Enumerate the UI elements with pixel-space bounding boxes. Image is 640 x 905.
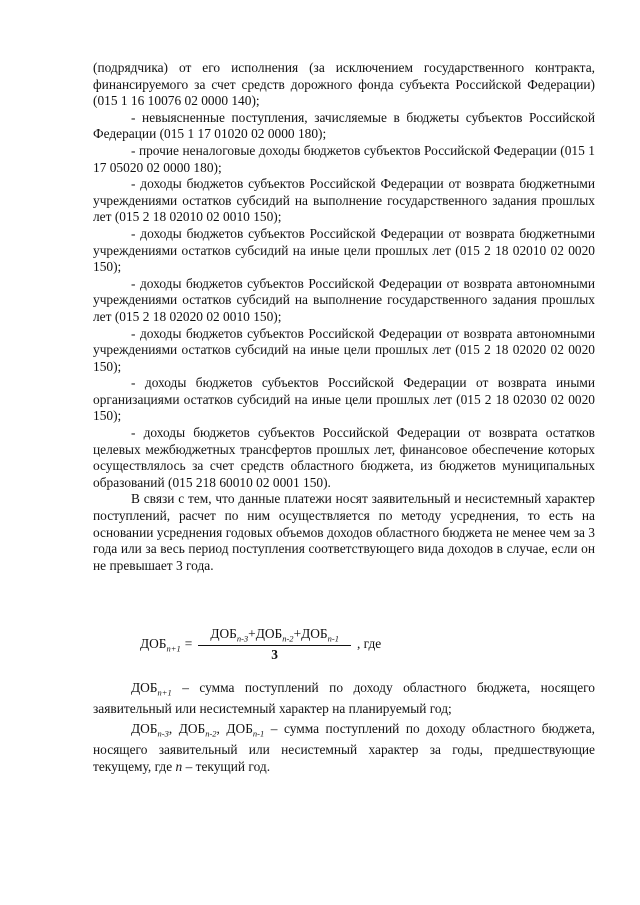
definition-symbol: , ДОБ <box>216 720 253 736</box>
list-item: - доходы бюджетов субъектов Российской Федерации от возврата остатков целевых межбюджетных трансфертов прошлых лет, финансовое обеспечение которых осуществлялось за счет средств областного бюджета, из бюджетов муниципальных образований (015 218 60010 02 0001 150). <box>93 425 595 490</box>
definition-text: – сумма поступлений по доходу областного бюджета, носящего заявительный или несистемный характер на планируемый год; <box>93 680 595 717</box>
paragraph: В связи с тем, что данные платежи носят заявительный и несистемный характер поступлений, расчет по ним осуществляется по методу усреднения, то есть на основании усреднения годовых объемов доходов областного бюджета не менее чем за 3 года или за весь период поступления соответствующего вида доходов в случае, если он не превышает 3 года. <box>93 491 595 573</box>
definition-symbol-subscript: n-3 <box>157 728 169 739</box>
formula-plus: + <box>248 626 256 641</box>
definition-symbol: , ДОБ <box>168 720 206 736</box>
definition-past-years <box>93 721 595 775</box>
formula-definitions <box>93 680 595 778</box>
definition-text: – текущий год. <box>182 758 271 774</box>
definition-text: – сумма поступлений по доходу областного бюджета, носящего заявительный или несистемный характер за годы, предшествующие текущему, где <box>93 720 595 774</box>
paragraph: (подрядчика) от его исполнения (за исключением государственного контракта, финансируемого за счет средств дорожного фонда субъекта Российской Федерации) (015 1 16 10076 02 0000 140); <box>93 60 595 109</box>
formula-term-subscript: n-2 <box>282 633 294 644</box>
list-item: - доходы бюджетов субъектов Российской Федерации от возврата бюджетными учреждениями остатков субсидий на иные цели прошлых лет (015 2 18 02010 02 0020 150); <box>93 225 595 275</box>
list-item: - невыясненные поступления, зачисляемые в бюджеты субъектов Российской Федерации (015 1 17 01020 02 0000 180); <box>93 109 595 142</box>
definition-variable: n <box>175 758 183 774</box>
formula-plus: + <box>293 626 302 641</box>
definition-symbol: ДОБ <box>131 720 158 736</box>
formula-term-subscript: n-1 <box>327 633 339 644</box>
body-text <box>93 60 595 574</box>
list-item: - доходы бюджетов субъектов Российской Федерации от возврата иными организациями остатков субсидий на иные цели прошлых лет (015 2 18 02030 02 0020 150); <box>93 375 595 424</box>
formula-lhs-base: ДОБ <box>140 635 167 651</box>
formula-suffix: , где <box>356 636 382 652</box>
list-item: - доходы бюджетов субъектов Российской Федерации от возврата бюджетными учреждениями остатков субсидий на выполнение государственного задания прошлых лет (015 2 18 02010 02 0010 150); <box>93 176 595 225</box>
formula-numerator <box>198 626 351 646</box>
formula-equals: = <box>184 636 193 652</box>
definition-symbol: ДОБ <box>131 680 158 695</box>
list-item: - доходы бюджетов субъектов Российской Федерации от возврата автономными учреждениями остатков субсидий на иные цели прошлых лет (015 2 18 02020 02 0020 150); <box>93 325 595 374</box>
definition-next-year <box>93 680 595 718</box>
list-item: - доходы бюджетов субъектов Российской Федерации от возврата автономными учреждениями остатков субсидий на выполнение государственного задания прошлых лет (015 2 18 02020 02 0010 150); <box>93 275 595 324</box>
formula-fraction <box>198 626 351 663</box>
formula-denominator: 3 <box>271 646 278 662</box>
formula-term: ДОБ <box>301 626 328 641</box>
formula-term: ДОБ <box>255 626 283 641</box>
formula-term: ДОБ <box>210 626 237 641</box>
definition-symbol-subscript: n+1 <box>157 687 172 698</box>
list-item: - прочие неналоговые доходы бюджетов субъектов Российской Федерации (015 1 17 05020 02 0000 180); <box>93 142 595 175</box>
definition-symbol-subscript: n-1 <box>252 728 265 739</box>
formula-term-subscript: n-3 <box>236 633 249 644</box>
formula <box>140 626 381 663</box>
formula-lhs-subscript: n+1 <box>166 643 181 654</box>
formula-lhs <box>140 636 181 654</box>
definition-symbol-subscript: n-2 <box>205 728 217 739</box>
